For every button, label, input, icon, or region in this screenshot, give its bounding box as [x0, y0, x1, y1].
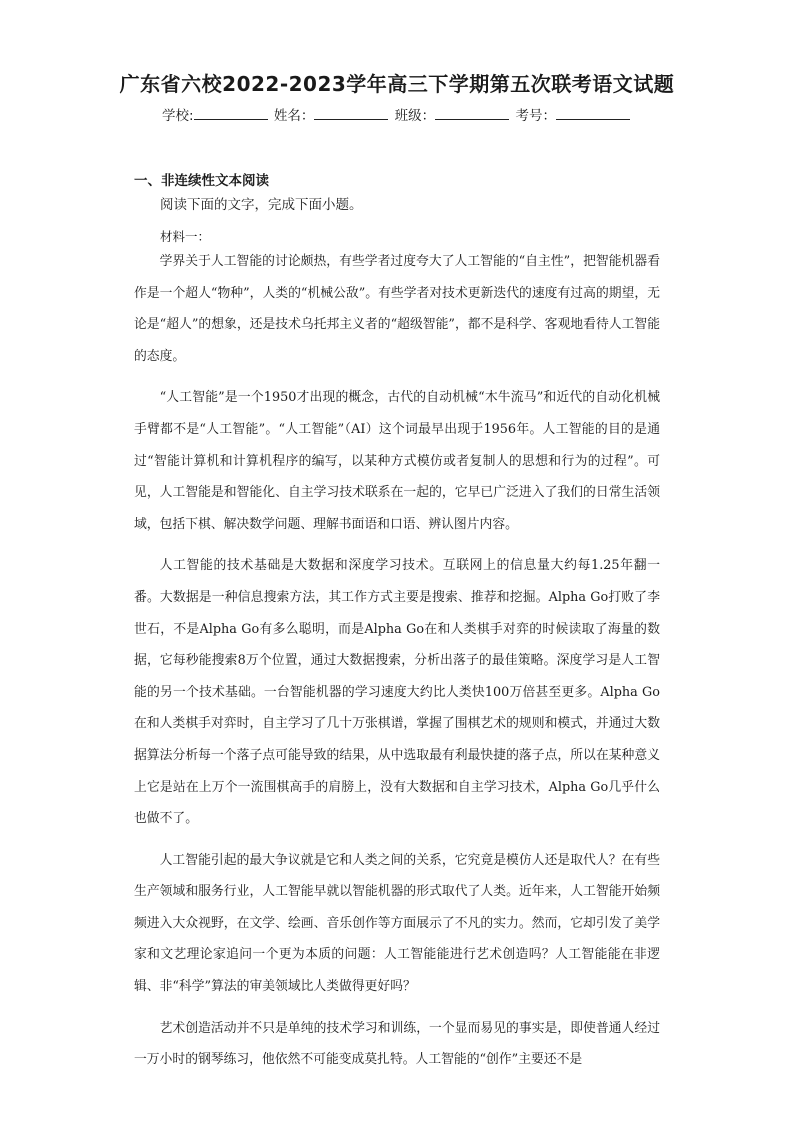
passage-body — [134, 246, 660, 1076]
student-info-line — [0, 104, 794, 124]
material-label: 材料一： — [160, 229, 211, 244]
name-blank[interactable] — [314, 107, 388, 120]
section-heading: 一、非连续性文本阅读 — [134, 173, 269, 189]
paragraph: “人工智能”是一个1950才出现的概念，古代的自动机械“木牛流马”和近代的自动化机械手臂都不是“人工智能”。“人工智能”（AI）这个词最早出现于1956年。人工智能的目的是通过“智能计算机和计算机程序的编写，以某种方式模仿或者复制人的思想和行为的过程”。可见，人工智能是和智能化、自主学习技术联系在一起的，它早已广泛进入了我们的日常生活领域，包括下棋、解决数学问题、理解书面语和口语、辨认图片内容。 — [134, 390, 660, 532]
paragraph: 艺术创造活动并不只是单纯的技术学习和训练，一个显而易见的事实是，即使普通人经过一万小时的钢琴练习，他依然不可能变成莫扎特。人工智能的“创作”主要还不是 — [134, 1020, 660, 1068]
paragraph: 学界关于人工智能的讨论颇热，有些学者过度夸大了人工智能的“自主性”，把智能机器看作是一个超人“物种”，人类的“机械公敌”。有些学者对技术更新迭代的速度有过高的期望，无论是“超人”的想象，还是技术乌托邦主义者的“超级智能”，都不是科学、客观地看待人工智能的态度。 — [134, 254, 660, 364]
class-blank[interactable] — [435, 107, 509, 120]
school-label: 学校: — [162, 108, 194, 124]
paragraph: 人工智能引起的最大争议就是它和人类之间的关系，它究竟是模仿人还是取代人？在有些生产领域和服务行业，人工智能早就以智能机器的形式取代了人类。近年来，人工智能开始频频进入大众视野，在文学、绘画、音乐创作等方面展示了不凡的实力。然而，它却引发了美学家和文艺理论家追问一个更为本质的问题：人工智能能进行艺术创造吗？人工智能能在非逻辑、非“科学”算法的审美领域比人类做得更好吗？ — [134, 852, 660, 995]
paragraph: 人工智能的技术基础是大数据和深度学习技术。互联网上的信息量大约每1.25年翻一番。大数据是一种信息搜索方法，其工作方式主要是搜索、推荐和挖掘。Alpha Go打败了李世石，不是Alpha Go有多么聪明，而是Alpha Go在和人类棋手对弈的时候读取了海量的数据，它每秒能搜索8万个位置，通过大数据搜索，分析出落子的最佳策略。深度学习是人工智能的另一个技术基础。一台智能机器的学习速度大约比人类快100万倍甚至更多。Alpha Go在和人类棋手对弈时，自主学习了几十万张棋谱，掌握了围棋艺术的规则和模式，并通过大数据算法分析每一个落子点可能导致的结果，从中选取最有利最快捷的落子点，所以在某种意义上它是站在上万个一流围棋高手的肩膀上，没有大数据和自主学习技术，Alpha Go几乎什么也做不了。 — [134, 558, 660, 827]
number-label: 考号： — [515, 108, 556, 124]
instruction-text: 阅读下面的文字，完成下面小题。 — [160, 197, 363, 213]
number-blank[interactable] — [556, 107, 630, 120]
name-label: 姓名： — [273, 108, 315, 124]
exam-title: 广东省六校2022-2023学年高三下学期第五次联考语文试题 — [119, 72, 675, 96]
class-label: 班级： — [394, 108, 436, 124]
school-blank[interactable] — [194, 107, 268, 120]
